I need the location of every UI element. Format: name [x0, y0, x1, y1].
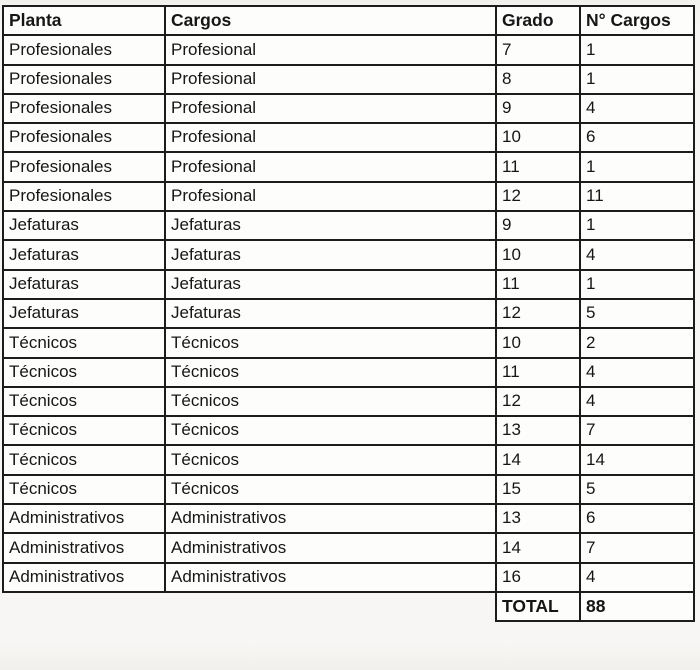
cell-grado: 12: [496, 182, 580, 211]
cell-n-cargos: 7: [580, 416, 694, 445]
cell-grado: 11: [496, 270, 580, 299]
cell-grado: 10: [496, 123, 580, 152]
cell-planta: Técnicos: [3, 387, 165, 416]
table-row: [3, 211, 694, 240]
cell-cargos: Técnicos: [165, 475, 496, 504]
cell-grado: 12: [496, 299, 580, 328]
cell-n-cargos: 1: [580, 65, 694, 94]
cell-cargos: Técnicos: [165, 328, 496, 357]
cell-grado: 7: [496, 35, 580, 64]
table-row: [3, 475, 694, 504]
cell-cargos: Profesional: [165, 94, 496, 123]
footer-empty-cell: [3, 592, 496, 621]
cell-grado: 9: [496, 94, 580, 123]
cell-n-cargos: 5: [580, 299, 694, 328]
table-row: [3, 123, 694, 152]
cell-grado: 10: [496, 240, 580, 269]
table-row: [3, 445, 694, 474]
table-row: [3, 328, 694, 357]
table-row: [3, 358, 694, 387]
cell-planta: Jefaturas: [3, 211, 165, 240]
cell-planta: Administrativos: [3, 533, 165, 562]
cell-grado: 10: [496, 328, 580, 357]
cell-planta: Técnicos: [3, 416, 165, 445]
cell-cargos: Técnicos: [165, 387, 496, 416]
cell-planta: Profesionales: [3, 123, 165, 152]
cargos-por-grado-table: [2, 5, 695, 622]
table-row: [3, 563, 694, 592]
cell-n-cargos: 6: [580, 504, 694, 533]
table-row: [3, 299, 694, 328]
cell-n-cargos: 2: [580, 328, 694, 357]
cell-cargos: Técnicos: [165, 416, 496, 445]
cell-planta: Técnicos: [3, 358, 165, 387]
cell-grado: 11: [496, 152, 580, 181]
cell-planta: Jefaturas: [3, 240, 165, 269]
cell-n-cargos: 4: [580, 563, 694, 592]
column-header-n-cargos: N° Cargos: [580, 6, 694, 35]
cell-planta: Profesionales: [3, 152, 165, 181]
table-row: [3, 387, 694, 416]
cell-n-cargos: 4: [580, 387, 694, 416]
table-row: [3, 240, 694, 269]
total-value: 88: [580, 592, 694, 621]
cell-cargos: Profesional: [165, 65, 496, 94]
cell-cargos: Profesional: [165, 182, 496, 211]
column-header-cargos: Cargos: [165, 6, 496, 35]
cell-planta: Técnicos: [3, 328, 165, 357]
cell-planta: Profesionales: [3, 182, 165, 211]
cell-cargos: Profesional: [165, 123, 496, 152]
table-row: [3, 65, 694, 94]
table-row: [3, 416, 694, 445]
cell-n-cargos: 5: [580, 475, 694, 504]
cell-planta: Profesionales: [3, 94, 165, 123]
cell-grado: 16: [496, 563, 580, 592]
cell-grado: 13: [496, 504, 580, 533]
cell-grado: 14: [496, 445, 580, 474]
cell-cargos: Profesional: [165, 152, 496, 181]
table-row: [3, 182, 694, 211]
cell-cargos: Profesional: [165, 35, 496, 64]
table-row: [3, 270, 694, 299]
cell-cargos: Técnicos: [165, 358, 496, 387]
cell-planta: Jefaturas: [3, 299, 165, 328]
cell-grado: 8: [496, 65, 580, 94]
cell-grado: 12: [496, 387, 580, 416]
table-row: [3, 504, 694, 533]
cell-cargos: Administrativos: [165, 504, 496, 533]
column-header-grado: Grado: [496, 6, 580, 35]
total-row: [3, 592, 694, 621]
cell-n-cargos: 6: [580, 123, 694, 152]
cell-n-cargos: 11: [580, 182, 694, 211]
cell-cargos: Jefaturas: [165, 211, 496, 240]
cell-n-cargos: 1: [580, 152, 694, 181]
cell-planta: Técnicos: [3, 445, 165, 474]
cell-planta: Técnicos: [3, 475, 165, 504]
cell-n-cargos: 1: [580, 270, 694, 299]
table-row: [3, 35, 694, 64]
header-row: [3, 6, 694, 35]
cell-grado: 13: [496, 416, 580, 445]
cell-grado: 9: [496, 211, 580, 240]
cell-cargos: Jefaturas: [165, 240, 496, 269]
cell-n-cargos: 7: [580, 533, 694, 562]
table-row: [3, 533, 694, 562]
cell-planta: Jefaturas: [3, 270, 165, 299]
cell-n-cargos: 4: [580, 358, 694, 387]
cell-planta: Profesionales: [3, 35, 165, 64]
cell-grado: 15: [496, 475, 580, 504]
total-label: TOTAL: [496, 592, 580, 621]
cell-cargos: Administrativos: [165, 533, 496, 562]
cell-n-cargos: 1: [580, 35, 694, 64]
cell-grado: 11: [496, 358, 580, 387]
table-row: [3, 152, 694, 181]
cell-planta: Administrativos: [3, 563, 165, 592]
cell-cargos: Jefaturas: [165, 299, 496, 328]
cell-cargos: Jefaturas: [165, 270, 496, 299]
cell-n-cargos: 14: [580, 445, 694, 474]
table-row: [3, 94, 694, 123]
cell-cargos: Técnicos: [165, 445, 496, 474]
cell-planta: Profesionales: [3, 65, 165, 94]
cell-n-cargos: 4: [580, 94, 694, 123]
cell-cargos: Administrativos: [165, 563, 496, 592]
cell-planta: Administrativos: [3, 504, 165, 533]
cell-grado: 14: [496, 533, 580, 562]
cell-n-cargos: 1: [580, 211, 694, 240]
cell-n-cargos: 4: [580, 240, 694, 269]
column-header-planta: Planta: [3, 6, 165, 35]
